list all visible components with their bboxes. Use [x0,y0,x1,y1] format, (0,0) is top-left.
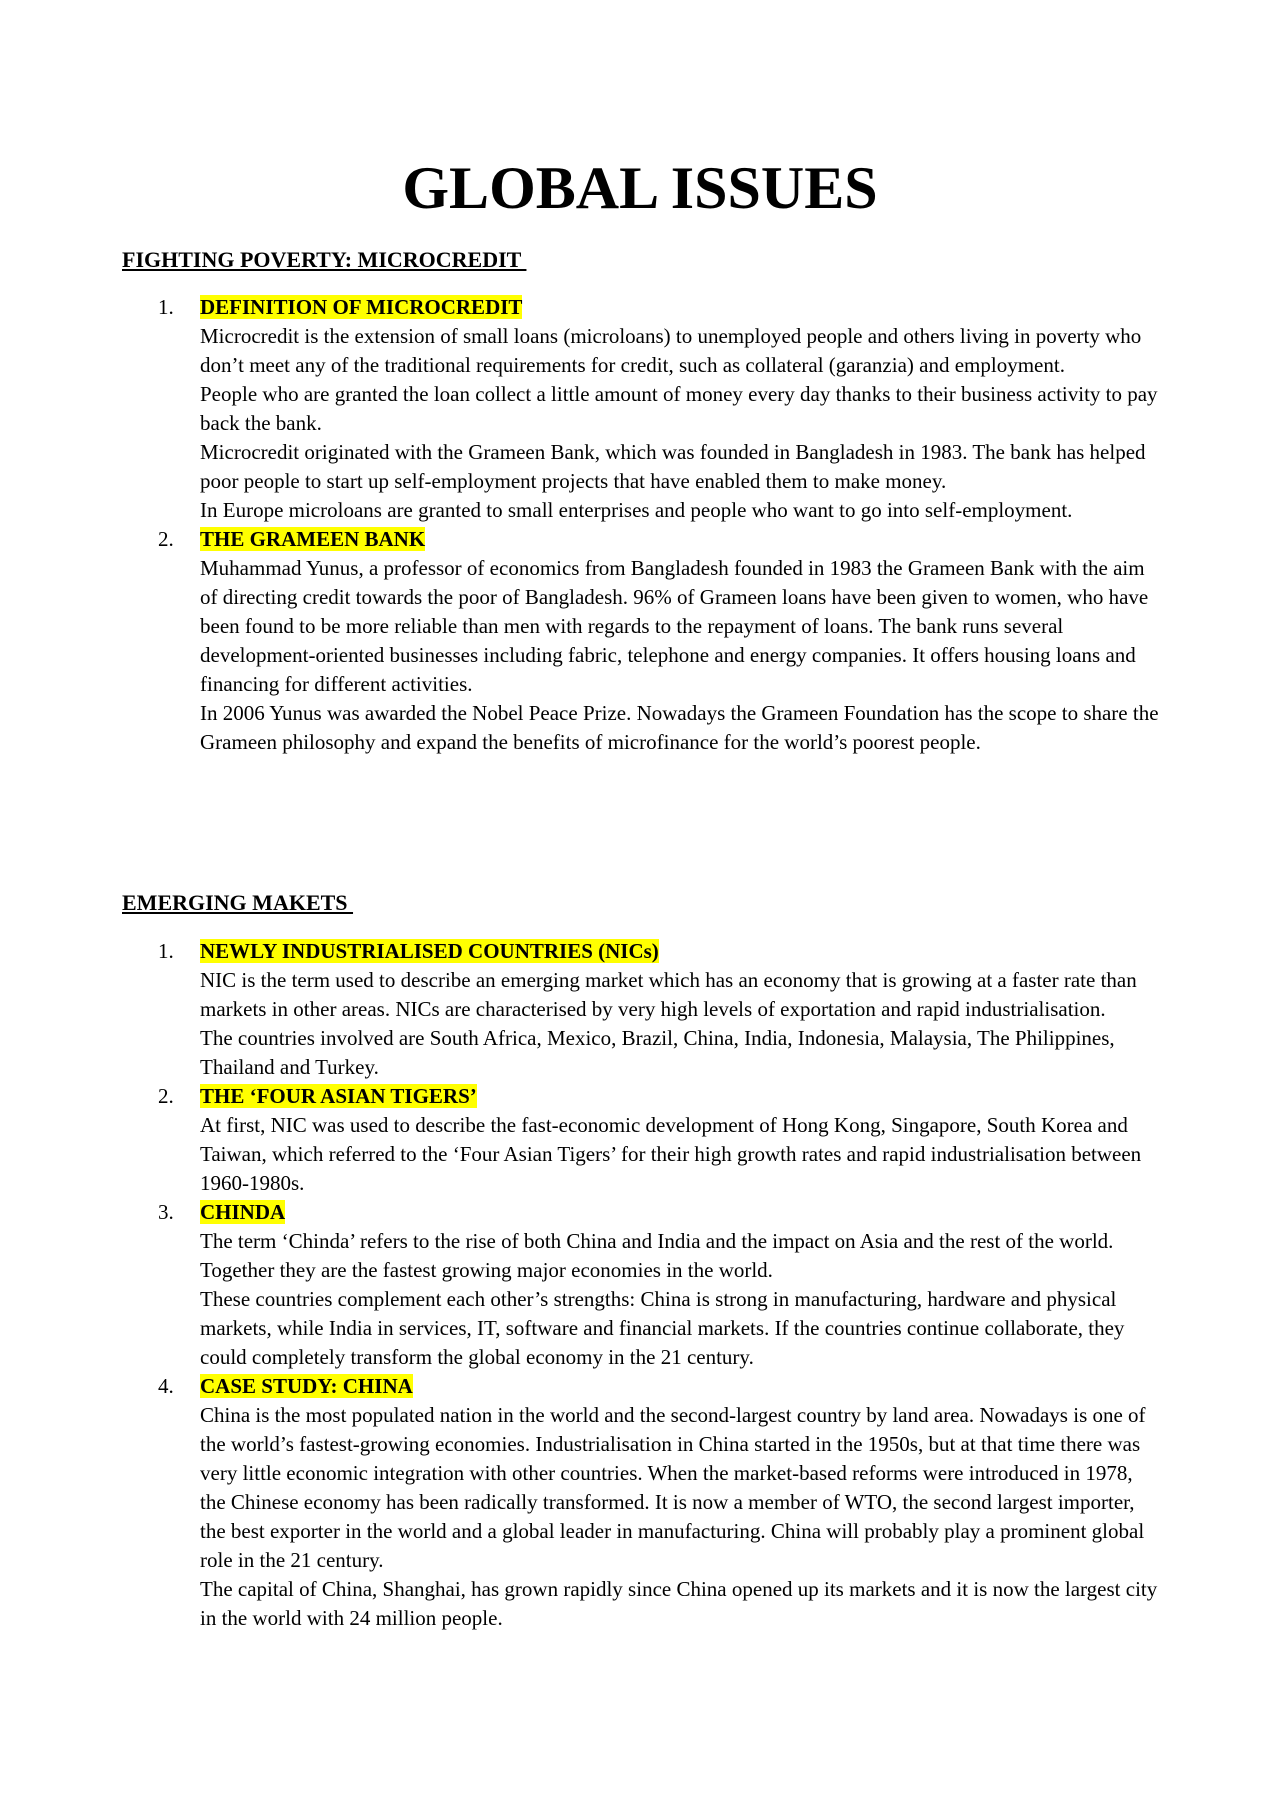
paragraph: The term ‘Chinda’ refers to the rise of both China and India and the impact on Asia and the rest of the world. Together they are the fastest growing major economies in the world. [200,1229,1114,1282]
highlighted-item-title: THE GRAMEEN BANK [200,527,426,551]
microcredit-list [0,293,1280,757]
list-item-number: 3. [158,1200,174,1224]
list-item-number: 2. [158,527,174,551]
highlighted-item-title: NEWLY INDUSTRIALISED COUNTRIES (NICs) [200,939,659,963]
paragraph: The countries involved are South Africa, Mexico, Brazil, China, India, Indonesia, Malaysia, The Philippines, Thailand and Turkey. [200,1026,1115,1079]
paragraph: In 2006 Yunus was awarded the Nobel Peace Prize. Nowadays the Grameen Foundation has the scope to share the Grameen philosophy and expand the benefits of microfinance for the world’s poorest people. [200,701,1159,754]
list-item-number: 2. [158,1084,174,1108]
paragraph: NIC is the term used to describe an emerging market which has an economy that is growing at a faster rate than markets in other areas. NICs are characterised by very high levels of exportation and rapid industrialisation. [200,968,1137,1021]
paragraph: People who are granted the loan collect a little amount of money every day thanks to their business activity to pay back the bank. [200,382,1158,435]
list-item-number: 1. [158,939,174,963]
section-heading-emerging-markets: EMERGING MAKETS [122,890,354,915]
paragraph: At first, NIC was used to describe the fast-economic development of Hong Kong, Singapore, South Korea and Taiwan, which referred to the ‘Four Asian Tigers’ for their high growth rates and rapid industrialisation between 1960-1980s. [200,1113,1142,1195]
highlighted-item-title: DEFINITION OF MICROCREDIT [200,295,523,319]
paragraph: Muhammad Yunus, a professor of economics from Bangladesh founded in 1983 the Grameen Bank with the aim of directing credit towards the poor of Bangladesh. 96% of Grameen loans have been given to women, who have been found to be more reliable than men with regards to the repayment of loans. The bank runs several development-oriented businesses including fabric, telephone and energy companies. It offers housing loans and financing for different activities. [200,556,1149,696]
highlighted-item-title: CASE STUDY: CHINA [200,1374,413,1398]
paragraph: The capital of China, Shanghai, has grown rapidly since China opened up its markets and it is now the largest city in the world with 24 million people. [200,1577,1158,1630]
list-item [0,1198,1280,1372]
list-item [0,1372,1280,1633]
list-item-number: 4. [158,1374,174,1398]
document-title: GLOBAL ISSUES [402,155,878,221]
list-item [0,937,1280,1082]
highlighted-item-title: CHINDA [200,1200,286,1224]
section-heading-microcredit: FIGHTING POVERTY: MICROCREDIT [122,247,527,272]
paragraph: Microcredit originated with the Grameen Bank, which was founded in Bangladesh in 1983. The bank has helped poor people to start up self-employment projects that have enabled them to make money. [200,440,1146,493]
paragraph: These countries complement each other’s strengths: China is strong in manufacturing, hardware and physical markets, while India in services, IT, software and financial markets. If the countries continue collaborate, they could completely transform the global economy in the 21 century. [200,1287,1125,1369]
list-item [0,1082,1280,1198]
list-item-number: 1. [158,295,174,319]
paragraph: China is the most populated nation in the world and the second-largest country by land area. Nowadays is one of the world’s fastest-growing economies. Industrialisation in China started in the 1950s, but at that time there was very little economic integration with other countries. When the market-based reforms were introduced in 1978, the Chinese economy has been radically transformed. It is now a member of WTO, the second largest importer, the best exporter in the world and a global leader in manufacturing. China will probably play a prominent global role in the 21 century. [200,1403,1146,1572]
list-item [0,293,1280,525]
paragraph: In Europe microloans are granted to small enterprises and people who want to go into self-employment. [200,498,1073,522]
list-item [0,525,1280,757]
highlighted-item-title: THE ‘FOUR ASIAN TIGERS’ [200,1084,477,1108]
emerging-markets-list [0,937,1280,1633]
paragraph: Microcredit is the extension of small loans (microloans) to unemployed people and others living in poverty who don’t meet any of the traditional requirements for credit, such as collateral (garanzia) and employment. [200,324,1142,377]
